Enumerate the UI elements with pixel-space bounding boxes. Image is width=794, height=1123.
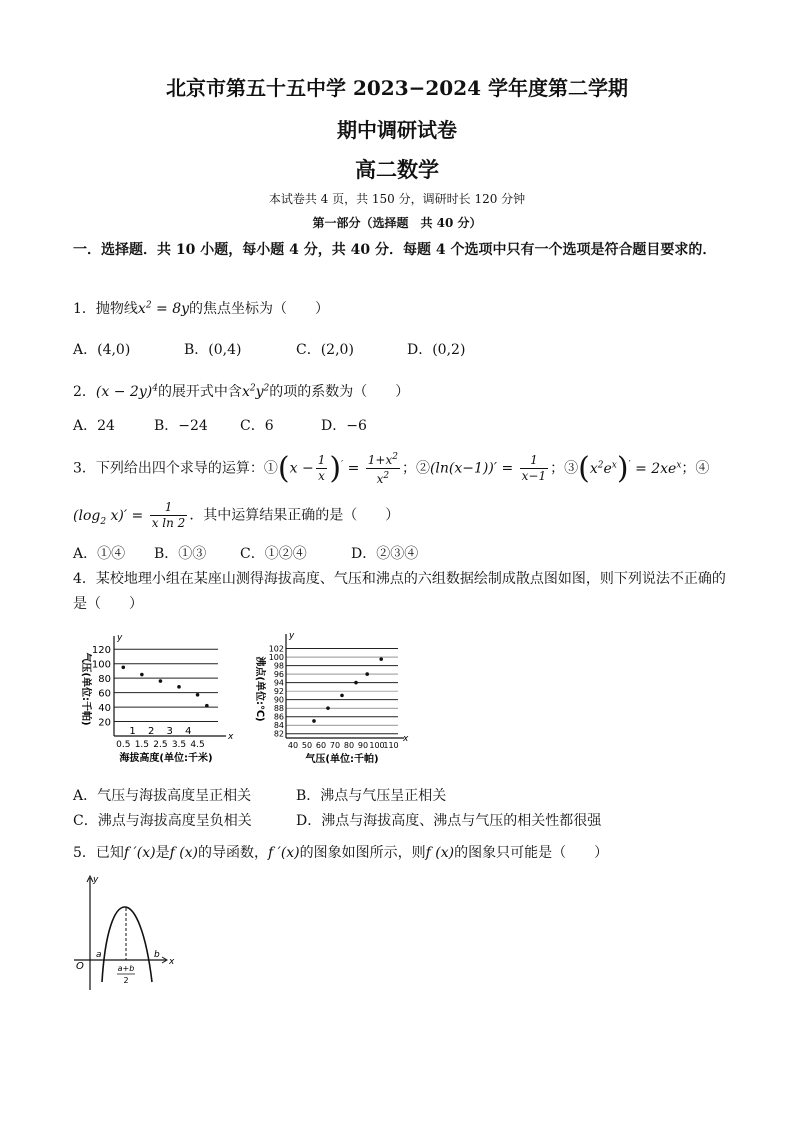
q2-option-c[interactable]: C．6 bbox=[240, 418, 274, 434]
question-3-line1: 3．下列给出四个求导的运算：①(x − $\frac{1}{x}$ )′ = $\frac{1+x^2}{x^2}$ ；②(ln(x−1))′ = $\frac{1}{x-1}$ ；$③(x^2e^x)' = 2xe^x$；④ bbox=[73, 451, 710, 486]
x-axis-name: x bbox=[169, 957, 175, 967]
exam-info: 本试卷共 4 页，共 150 分，调研时长 120 分钟 bbox=[268, 192, 526, 206]
q5-suffix: 的图象只可能是（ ） bbox=[454, 845, 609, 861]
data-point bbox=[196, 693, 200, 697]
data-point bbox=[121, 666, 125, 670]
x-tick-label: 80 bbox=[343, 741, 355, 750]
section-one-instruction: 一．选择题．共 10 小题，每小题 4 分，共 40 分．每题 4 个选项中只有一个选项是符合题目要求的． bbox=[73, 242, 717, 258]
q3-sep3: ；③ bbox=[550, 460, 579, 477]
q3-option-d[interactable]: D．②③④ bbox=[351, 546, 419, 562]
q2-option-b[interactable]: B．−24 bbox=[154, 418, 208, 434]
y-tick-label: 100 bbox=[268, 653, 284, 663]
question-4-line2: 是（ ） bbox=[73, 596, 143, 612]
q1-option-d[interactable]: D．(0,2) bbox=[407, 342, 466, 358]
origin-label: O bbox=[76, 961, 84, 972]
q2-term: $x^2y^2$ bbox=[241, 383, 270, 400]
data-point bbox=[365, 672, 369, 676]
q1-option-b[interactable]: B．(0,4) bbox=[184, 342, 242, 358]
q4-option-a[interactable]: A．气压与海拔高度呈正相关 bbox=[73, 788, 252, 804]
x-tick-label: 50 bbox=[301, 741, 313, 750]
data-point bbox=[205, 704, 209, 708]
x-tick-label-top: 1 bbox=[129, 726, 136, 737]
data-point bbox=[159, 679, 163, 683]
y-tick-label: 80 bbox=[98, 674, 111, 686]
x-tick-label-top: 2 bbox=[147, 726, 155, 737]
subject-title: 高二数学 bbox=[355, 157, 439, 182]
part-one-heading: 第一部分（选择题 共 40 分） bbox=[312, 216, 482, 230]
x-tick-label-top: 3 bbox=[166, 726, 173, 737]
q3-tail: ．其中运算结果正确的是（ ） bbox=[189, 507, 400, 524]
y-tick-label: 100 bbox=[91, 659, 111, 671]
x-tick-label-bottom: 1.5 bbox=[134, 740, 150, 750]
question-1 bbox=[73, 298, 329, 318]
x-tick-label-bottom: 0.5 bbox=[116, 740, 131, 750]
q5-prefix: 5．已知 bbox=[73, 845, 124, 861]
data-point bbox=[379, 657, 383, 661]
y-tick-label: 92 bbox=[273, 687, 284, 697]
question-3-line2: ($\log_2$ x)′ = $\frac{1}{\text{x ln 2}}$ ．其中运算结果正确的是（ ） bbox=[73, 500, 400, 530]
x-tick-label-bottom: 4.5 bbox=[190, 740, 205, 750]
y-tick-label: 94 bbox=[273, 678, 284, 688]
q2-mid: 的展开式中含 bbox=[157, 384, 242, 400]
exam-title: 期中调研试卷 bbox=[337, 118, 457, 142]
y-tick-label: 102 bbox=[268, 644, 284, 654]
q2-option-a[interactable]: A．24 bbox=[73, 418, 115, 434]
q1-suffix: 的焦点坐标为（ ） bbox=[189, 301, 330, 317]
q3-sep4: ；④ bbox=[681, 460, 710, 477]
y-axis-name: y bbox=[289, 631, 295, 641]
data-point bbox=[326, 706, 330, 710]
chart-pressure-boiling bbox=[250, 628, 410, 770]
x-tick-label: 40 bbox=[287, 741, 299, 750]
x-tick-label-top: 4 bbox=[185, 726, 192, 737]
x-tick-label: 90 bbox=[357, 741, 369, 750]
q2-suffix: 的项的系数为（ ） bbox=[269, 384, 410, 400]
data-point bbox=[140, 673, 144, 677]
x-axis-label: 海拔高度(单位:千米) bbox=[119, 753, 213, 764]
q1-option-a[interactable]: A．(4,0) bbox=[73, 342, 131, 358]
x-axis-label: 气压(单位:千帕) bbox=[305, 754, 379, 765]
data-point bbox=[340, 694, 344, 698]
question-4-line1: 4．某校地理小组在某座山测得海拔高度、气压和沸点的六组数据绘制成散点图如图，则下列说法不正确的 bbox=[73, 571, 726, 587]
q3-option-a[interactable]: A．①④ bbox=[73, 546, 126, 562]
root-b-label: b bbox=[154, 950, 160, 960]
q1-formula: $x^2 = 8y$ bbox=[137, 300, 190, 317]
q4-option-b[interactable]: B．沸点与气压呈正相关 bbox=[296, 788, 447, 804]
school-title: 北京市第五十五中学 2023−2024 学年度第二学期 bbox=[165, 76, 628, 100]
y-tick-label: 82 bbox=[273, 729, 284, 739]
x-tick-label: 60 bbox=[315, 741, 327, 750]
chart-altitude-pressure bbox=[76, 630, 236, 770]
y-tick-label: 120 bbox=[91, 645, 111, 657]
data-point bbox=[312, 719, 316, 723]
q2-option-d[interactable]: D．−6 bbox=[321, 418, 367, 434]
midpoint-numerator: a+b bbox=[117, 964, 135, 973]
data-point bbox=[177, 685, 181, 689]
q3-option-c[interactable]: C．①②④ bbox=[240, 546, 307, 562]
data-point bbox=[354, 681, 358, 685]
q3-prefix: 3．下列给出四个求导的运算：① bbox=[73, 460, 278, 477]
root-a-label: a bbox=[96, 950, 102, 960]
y-axis-name: y bbox=[93, 875, 99, 885]
q5-mid2: 的导函数， bbox=[198, 845, 269, 861]
q1-prefix: 1．抛物线 bbox=[73, 301, 138, 317]
y-tick-label: 60 bbox=[98, 688, 111, 700]
y-tick-label: 90 bbox=[273, 695, 284, 705]
question-2 bbox=[73, 381, 409, 401]
y-tick-label: 40 bbox=[98, 703, 111, 715]
x-axis-name: x bbox=[228, 732, 234, 742]
x-tick-label-bottom: 2.5 bbox=[153, 740, 168, 750]
q5-mid3: 的图象如图所示，则 bbox=[299, 845, 426, 861]
q3-option-b[interactable]: B．①③ bbox=[154, 546, 207, 562]
q3-sep2: ；② bbox=[401, 460, 430, 477]
y-tick-label: 88 bbox=[273, 704, 284, 714]
q2-binomial: $(x - 2y)^4$ bbox=[95, 383, 158, 400]
x-tick-label: 70 bbox=[329, 741, 341, 750]
question-5: 5．已知f ′(x)是f (x)的导函数，f ′(x)的图象如图所示，则f (x)的图象只可能是（ ） bbox=[73, 845, 609, 861]
x-tick-label: 100 bbox=[369, 741, 385, 750]
y-tick-label: 20 bbox=[98, 717, 111, 729]
midpoint-denominator: 2 bbox=[123, 976, 129, 985]
y-axis-name: y bbox=[117, 633, 123, 643]
chart-derivative-graph bbox=[70, 872, 180, 994]
y-tick-label: 86 bbox=[273, 712, 284, 722]
q1-option-c[interactable]: C．(2,0) bbox=[296, 342, 354, 358]
y-tick-label: 84 bbox=[273, 721, 284, 731]
y-tick-label: 98 bbox=[273, 661, 284, 671]
x-tick-label: 110 bbox=[383, 741, 399, 750]
y-axis-label: 气压(单位:千帕) bbox=[80, 652, 91, 726]
y-axis-label: 沸点(单位:℃) bbox=[254, 656, 265, 722]
q2-prefix: 2． bbox=[73, 384, 96, 400]
q4-option-d[interactable]: D．沸点与海拔高度、沸点与气压的相关性都很强 bbox=[296, 813, 602, 829]
y-tick-label: 96 bbox=[273, 670, 284, 680]
x-tick-label-bottom: 3.5 bbox=[171, 740, 187, 750]
x-axis-name: x bbox=[403, 734, 409, 744]
q5-mid1: 是 bbox=[155, 845, 170, 861]
q4-option-c[interactable]: C．沸点与海拔高度呈负相关 bbox=[73, 813, 252, 829]
